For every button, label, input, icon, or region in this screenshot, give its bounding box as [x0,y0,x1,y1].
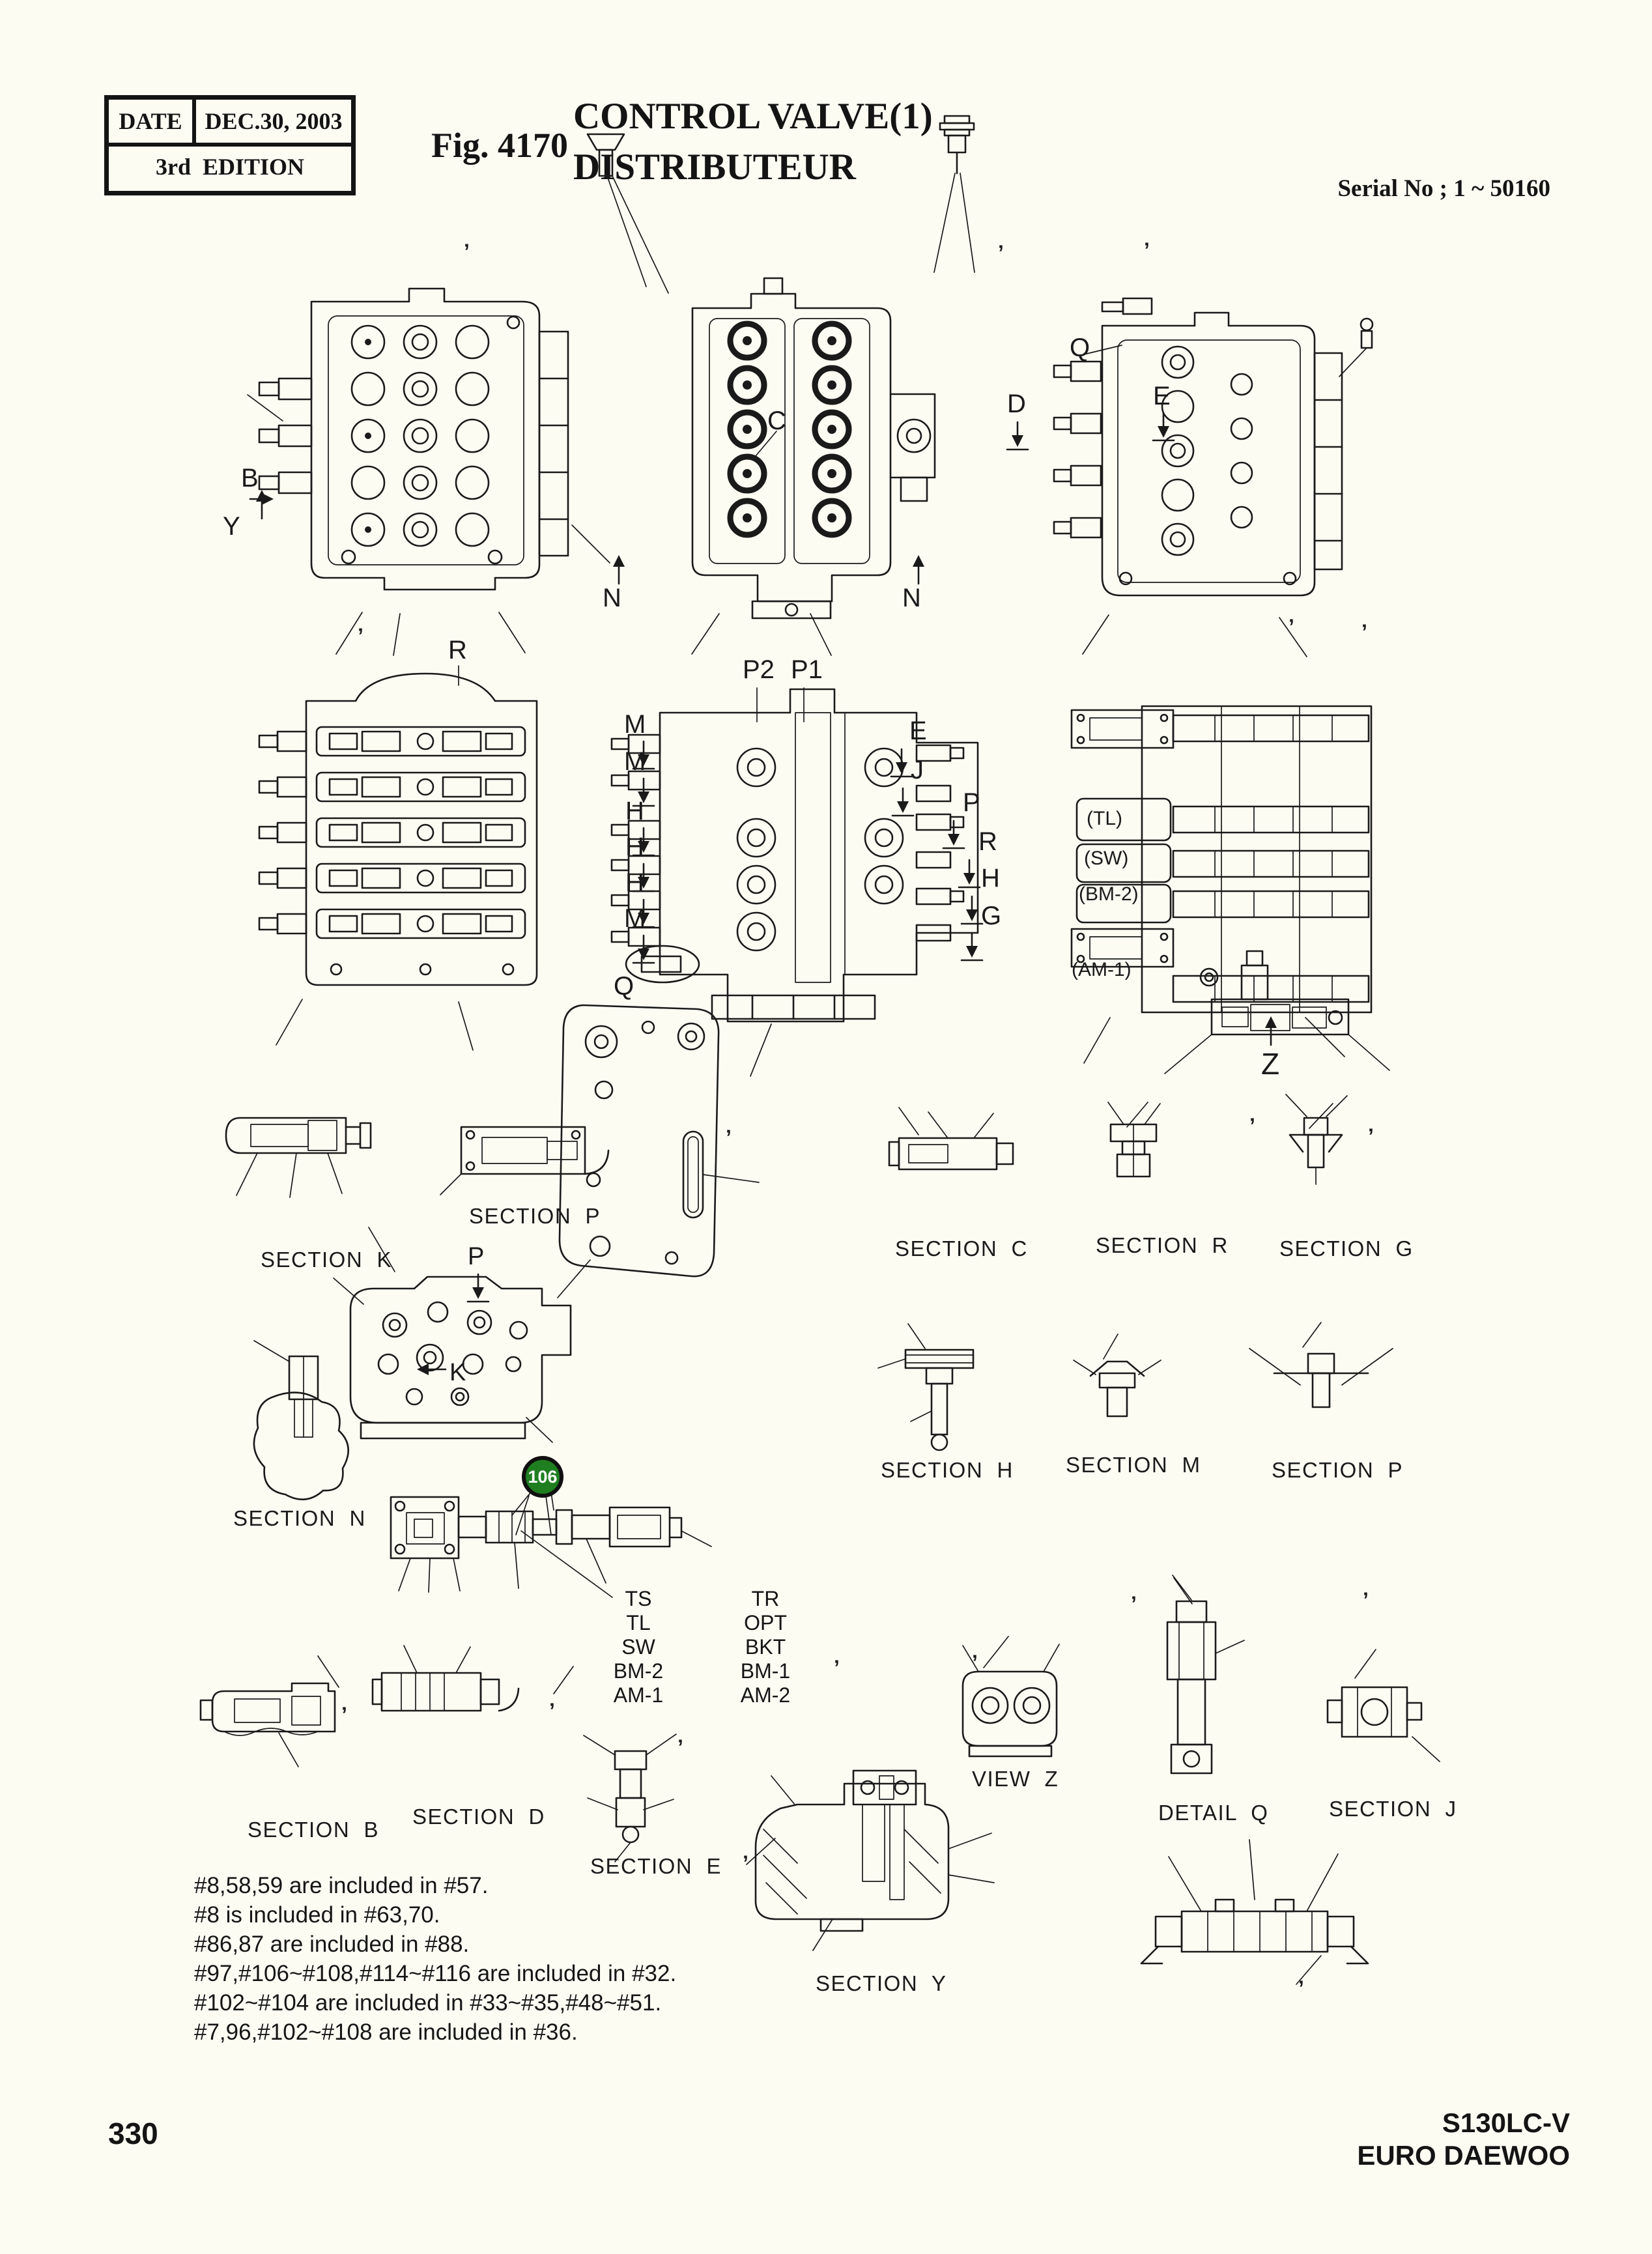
part-callout-mark: ’ [1368,1124,1374,1148]
port-label-h3: H [625,868,644,897]
part-callout-mark: ’ [726,1126,732,1149]
diagram-front-view-center [692,278,935,618]
callout-part-bolt [1339,319,1373,377]
leader-lines [248,395,1376,1984]
caption-section-r: SECTION R [1096,1233,1229,1257]
port-label-p1: P1 [791,655,823,684]
option-item: AM-1 [613,1683,664,1707]
note-line: #97,#106~#108,#114~#116 are included in #32. [194,1961,677,1986]
option-item: OPT [744,1611,787,1634]
caption-section-b: SECTION B [248,1818,380,1842]
part-callout-mark: ’ [998,241,1004,264]
part-callout-mark: ’ [341,1703,347,1726]
part-section-b [201,1683,335,1767]
caption-section-m: SECTION M [1066,1453,1201,1477]
port-label-p-mid: P [963,788,980,817]
port-label-m2: M [624,747,646,776]
callout-part-washers [934,116,975,272]
caption-section-c: SECTION C [895,1236,1028,1261]
port-label-m1: M [624,710,646,739]
port-label-h2: H [625,833,644,861]
part-callout-mark: ’ [1144,238,1150,262]
caption-section-d: SECTION D [412,1805,545,1829]
port-label-tl: (TL) [1087,808,1122,829]
option-item: BKT [745,1635,786,1659]
note-line: #8,58,59 are included in #57. [194,1873,489,1898]
port-label-k: K [449,1359,466,1386]
port-label-j: J [911,756,924,784]
caption-section-k: SECTION K [261,1248,393,1272]
part-section-p1 [440,1127,608,1195]
diagram-front-view-right [1054,298,1342,595]
caption-view-z: VIEW Z [972,1767,1059,1791]
option-item: AM-2 [740,1683,791,1707]
caption-section-p1: SECTION P [469,1204,601,1228]
date-label: DATE [109,100,196,143]
figure-number: Fig. 4170 [431,126,568,165]
part-callout-mark: ’ [358,624,363,648]
diagram-section-view-left [259,674,537,985]
part-callout-mark: ’ [743,1851,748,1875]
part-number-badge: 106 [522,1456,563,1498]
part-callout-mark: ’ [1249,1114,1255,1137]
model-code: S130LC-V [1442,2107,1570,2138]
port-label-r-top: R [448,636,467,664]
port-label-q-top: Q [1070,334,1090,362]
date-value: DEC.30, 2003 [205,108,343,134]
port-label-sw: (SW) [1084,848,1129,869]
caption-section-g: SECTION G [1279,1236,1414,1261]
option-item: TR [751,1587,780,1610]
part-callout-mark: ’ [677,1735,683,1759]
caption-section-h: SECTION H [881,1458,1014,1482]
diagram-bottom-right-assembly [1141,1840,1368,1963]
port-label-h1: H [625,797,644,825]
port-label-p-k: P [468,1243,485,1270]
part-section-k [226,1118,371,1197]
page-number: 330 [108,2117,158,2150]
caption-detail-q: DETAIL Q [1158,1801,1269,1825]
part-callout-mark: ’ [1289,615,1294,638]
note-line: #7,96,#102~#108 are included in #36. [194,2019,578,2045]
brand-name: EURO DAEWOO [1357,2140,1570,2171]
view-label-z: Z [1261,1047,1280,1081]
option-list-left [590,1587,687,1707]
part-section-p2 [1249,1348,1393,1407]
serial-number: Serial No ; 1 ~ 50160 [1337,175,1550,202]
option-item: BM-2 [613,1659,664,1683]
part-detail-q [1167,1575,1244,1773]
note-line: #8 is included in #63,70. [194,1902,440,1928]
footer-model-block [1173,2107,1570,2172]
note-line: #86,87 are included in #88. [194,1932,470,1957]
edition-label: 3rd EDITION [155,153,305,180]
port-label-e-mid: E [909,717,927,745]
option-item: TS [625,1587,652,1610]
part-section-n [254,1341,349,1500]
port-label-c: C [767,407,786,435]
diagram-section-y [756,1771,994,1950]
caption-section-j: SECTION J [1329,1797,1457,1821]
part-callout-mark: ’ [972,1651,978,1674]
port-label-e-top: E [1153,382,1171,410]
part-section-h [878,1350,973,1450]
port-label-m3: M [624,904,646,933]
port-label-g: G [981,902,1002,930]
port-label-h-mid: H [981,864,1000,892]
part-section-r [1108,1102,1160,1177]
caption-section-e: SECTION E [590,1854,722,1878]
caption-section-p2: SECTION P [1272,1458,1404,1482]
inclusion-notes [194,1871,676,2047]
part-callout-mark: ’ [1363,1588,1369,1612]
callout-part-plug [588,134,668,293]
page-title: CONTROL VALVE(1) [573,96,933,137]
part-section-m [1074,1360,1161,1416]
port-label-p2: P2 [743,655,775,684]
port-label-y: Y [223,512,240,541]
part-section-e [584,1734,676,1862]
option-item: SW [621,1635,655,1659]
option-item: BM-1 [740,1659,791,1683]
part-callout-mark: ’ [549,1699,555,1722]
part-section-g [1286,1094,1347,1184]
part-callout-mark: ’ [1298,1976,1304,2000]
option-item: TL [626,1611,651,1634]
part-callout-mark: ’ [1361,620,1367,644]
caption-section-n: SECTION N [233,1506,366,1530]
part-callout-mark: ’ [1131,1592,1137,1616]
port-label-b: B [241,464,259,492]
diagram-front-view-left [259,289,568,590]
page-title-fr: DISTRIBUTEUR [573,147,856,188]
part-callout-mark: ’ [464,240,470,263]
port-label-bm2: (BM-2) [1079,883,1139,905]
port-label-r-mid: R [978,827,997,856]
note-line: #102~#104 are included in #33~#35,#48~#51. [194,1990,662,2016]
part-callout-mark: ’ [834,1656,840,1679]
part-section-d [373,1646,519,1711]
port-label-d: D [1007,390,1026,418]
port-label-am1: (AM-1) [1072,959,1132,980]
part-section-j [1328,1687,1440,1762]
port-label-q-mid: Q [614,972,634,1001]
port-label-n1: N [603,584,621,612]
caption-section-y: SECTION Y [816,1971,947,1995]
option-list-right [717,1587,814,1707]
port-label-n2: N [902,584,921,612]
